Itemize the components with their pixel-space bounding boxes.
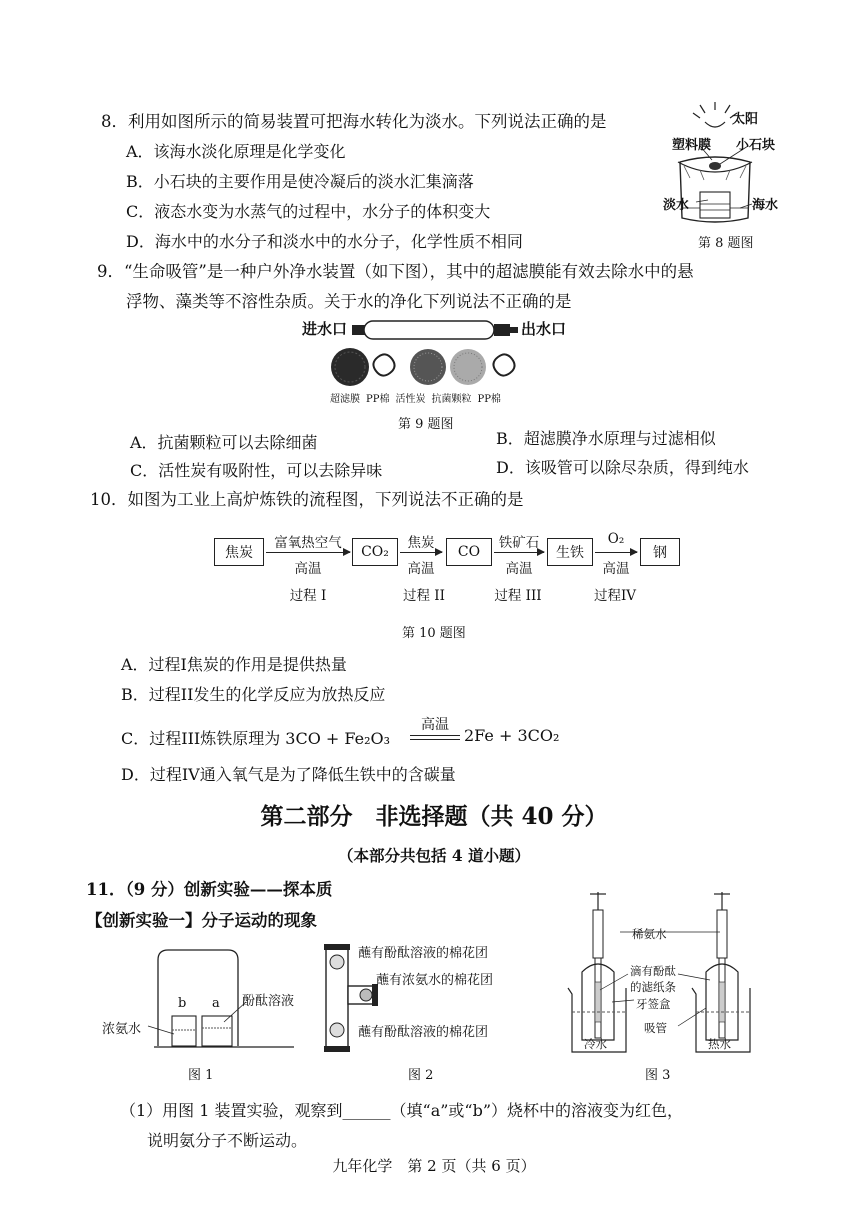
q9-inlet-label: 进水口 <box>302 320 348 338</box>
sun-icon <box>693 102 737 127</box>
filter-layer-labels <box>330 390 501 405</box>
q11-stem: 11．（9 分）创新实验——探本质 <box>86 880 333 899</box>
part2-subtitle: （本部分共包括 4 道小题） <box>337 846 531 865</box>
flow-below-4: 高温 <box>602 561 630 577</box>
fig3-hot-label: 热水 <box>708 1037 731 1051</box>
q8-caption: 第 8 题图 <box>698 236 754 251</box>
flow-arrow-2 <box>400 552 442 553</box>
q8-film-label: 塑料膜 <box>672 138 712 153</box>
q9-stem-line1: 9．“生命吸管”是一种户外净水装置（如下图），其中的超滤膜能有效去除水中的悬 <box>97 262 694 281</box>
flow-above-4: O₂ <box>607 531 625 547</box>
fig3-box-label: 牙签盒 <box>636 997 671 1011</box>
layer-label-pp1: PP棉 <box>366 394 390 405</box>
q8-stem: 8．利用如图所示的简易装置可把海水转化为淡水。下列说法正确的是 <box>101 112 607 131</box>
flow-arrow-1 <box>266 552 350 553</box>
fig1-diagram <box>98 938 298 1058</box>
fig3-tube-label: 吸管 <box>644 1021 667 1035</box>
process-label-1: 过程 I <box>289 588 327 604</box>
flow-above-1: 富氧热空气 <box>274 535 342 551</box>
q11-exp1-title: 【创新实验一】分子运动的现象 <box>86 911 317 930</box>
q10-condition: 高温 <box>421 717 449 733</box>
q11-sub1-line2: 说明氨分子不断运动。 <box>147 1131 308 1150</box>
fig2-top-label: 蘸有酚酞溶液的棉花团 <box>358 946 489 961</box>
fig3-cold-label: 冷水 <box>584 1037 607 1051</box>
fig2-caption: 图 2 <box>408 1068 434 1083</box>
fig3-paper-label: 滴有酚酞 <box>630 964 676 978</box>
q8-stone-label: 小石块 <box>736 138 776 153</box>
q9-caption: 第 9 题图 <box>398 417 454 432</box>
q10-caption: 第 10 题图 <box>402 626 466 641</box>
q9-option-b: B．超滤膜净水原理与过滤相似 <box>496 429 716 448</box>
process-label-3: 过程 III <box>494 588 542 604</box>
fig3-diagram <box>560 890 760 1058</box>
flow-above-3: 铁矿石 <box>498 535 540 551</box>
fig2-mid-label: 蘸有浓氨水的棉花团 <box>376 973 494 988</box>
fig3-paper-label-2: 的滤纸条 <box>630 980 676 994</box>
flow-node-pig-iron: 生铁 <box>547 538 593 566</box>
layer-label-uf: 超滤膜 <box>330 394 360 405</box>
layer-label-pp2: PP棉 <box>477 394 501 405</box>
flow-arrow-4 <box>595 552 637 553</box>
q9-stem-line2: 浮物、藻类等不溶性杂质。关于水的净化下列说法不正确的是 <box>126 292 572 311</box>
page-footer: 九年化学 第 2 页（共 6 页） <box>332 1157 536 1175</box>
q9-option-d: D．该吸管可以除尽杂质，得到纯水 <box>496 458 749 477</box>
q10-option-c-prefix: C．过程III炼铁原理为 3CO + Fe₂O₃ <box>121 729 391 748</box>
straw-tube <box>350 320 518 340</box>
q10-option-a: A．过程I焦炭的作用是提供热量 <box>121 655 347 674</box>
flow-node-steel: 钢 <box>640 538 680 566</box>
q10-stem: 10．如图为工业上高炉炼铁的流程图，下列说法不正确的是 <box>90 490 524 509</box>
q10-option-d: D．过程IV通入氧气是为了降低生铁中的含碳量 <box>121 765 456 784</box>
fig1-phenol-label: 酚酞溶液 <box>242 994 295 1009</box>
flow-below-3: 高温 <box>505 561 533 577</box>
filter-layers <box>330 345 530 390</box>
q8-sea-label: 海水 <box>752 198 779 213</box>
q8-option-a: A．该海水淡化原理是化学变化 <box>126 142 346 161</box>
process-label-2: 过程 II <box>403 588 445 604</box>
fig3-caption: 图 3 <box>645 1068 671 1083</box>
q9-option-c: C．活性炭有吸附性，可以去除异味 <box>130 461 383 480</box>
fig1-beaker-b-label: b <box>178 996 187 1011</box>
fig3-dilute-label: 稀氨水 <box>632 927 667 941</box>
flow-node-co: CO <box>446 538 492 566</box>
q11-sub1-line1: （1）用图 1 装置实验，观察到______（填“a”或“b”）烧杯中的溶液变为红色， <box>120 1101 684 1120</box>
flow-below-2: 高温 <box>407 561 435 577</box>
q9-option-a: A．抗菌颗粒可以去除细菌 <box>130 433 318 452</box>
process-label-4: 过程IV <box>593 588 637 604</box>
flow-node-co2: CO₂ <box>352 538 398 566</box>
layer-label-antibacterial: 抗菌颗粒 <box>431 394 472 405</box>
fig1-beaker-a-label: a <box>212 996 220 1011</box>
flow-arrow-3 <box>494 552 544 553</box>
q8-sun-label: 太阳 <box>732 112 759 127</box>
fig1-caption: 图 1 <box>188 1068 214 1083</box>
q8-option-c: C．液态水变为水蒸气的过程中，水分子的体积变大 <box>126 202 491 221</box>
q9-outlet-label: 出水口 <box>521 320 567 338</box>
q8-option-d: D．海水中的水分子和淡水中的水分子，化学性质不相同 <box>126 232 523 251</box>
fig1-ammonia-label: 浓氨水 <box>102 1022 142 1037</box>
flow-node-coke: 焦炭 <box>214 538 264 566</box>
part2-title: 第二部分 非选择题（共 40 分） <box>260 803 608 830</box>
q8-fresh-label: 淡水 <box>663 198 690 213</box>
q8-option-b: B．小石块的主要作用是使冷凝后的淡水汇集滴落 <box>126 172 474 191</box>
q10-option-c-suffix: 2Fe + 3CO₂ <box>464 726 560 745</box>
q8-figure <box>660 100 790 250</box>
fig2-bottom-label: 蘸有酚酞溶液的棉花团 <box>358 1025 489 1040</box>
layer-label-carbon: 活性炭 <box>395 394 426 405</box>
q10-option-b: B．过程II发生的化学反应为放热反应 <box>121 685 386 704</box>
flow-above-2: 焦炭 <box>407 535 435 551</box>
flow-below-1: 高温 <box>294 561 322 577</box>
q10-option-c-equation-sign <box>410 714 460 740</box>
desalination-apparatus-diagram <box>660 100 790 250</box>
